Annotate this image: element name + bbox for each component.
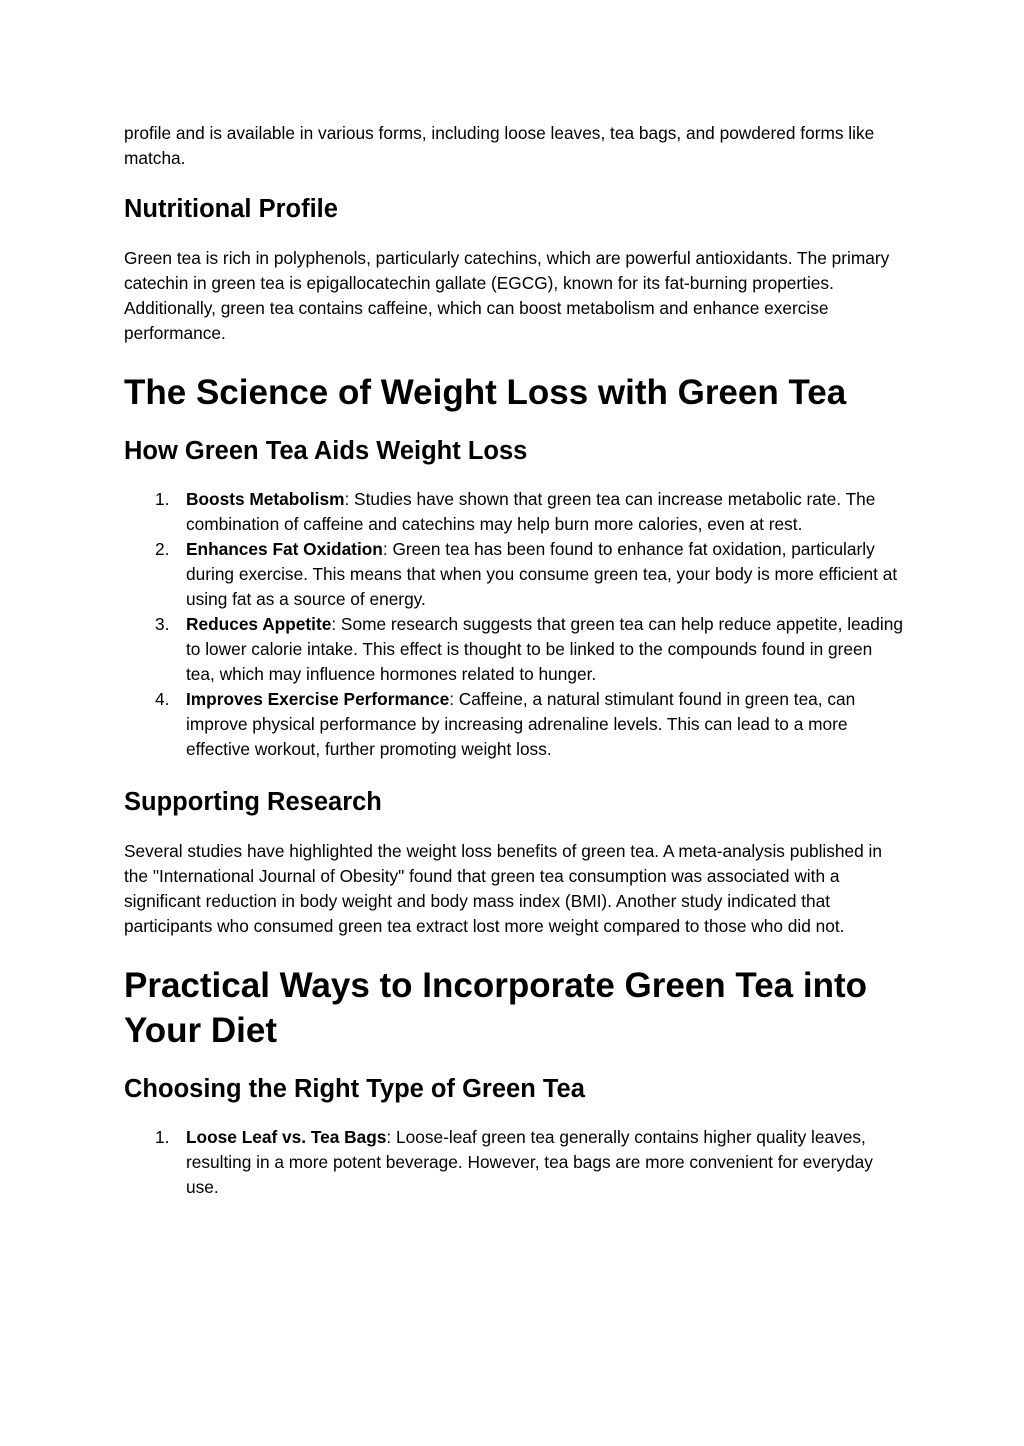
list-term: Boosts Metabolism xyxy=(186,489,345,509)
intro-paragraph: profile and is available in various forms, including loose leaves, tea bags, and powdered forms like matcha. xyxy=(124,123,875,168)
list-description: : Studies have shown that green tea can increase metabolic rate. The combination of caffeine and catechins may help burn more calories, even at rest. xyxy=(186,489,876,534)
list-item xyxy=(124,487,904,537)
choosing-type-heading: Choosing the Right Type of Green Tea xyxy=(124,1075,585,1103)
list-item xyxy=(124,687,904,762)
list-number: 4. xyxy=(155,689,170,709)
list-item xyxy=(124,1125,904,1200)
nutritional-profile-heading: Nutritional Profile xyxy=(124,195,338,223)
list-item xyxy=(124,537,904,612)
list-description: : Loose-leaf green tea generally contains higher quality leaves, resulting in a more potent beverage. However, tea bags are more convenient for everyday use. xyxy=(186,1127,873,1197)
supporting-research-paragraph: Several studies have highlighted the weight loss benefits of green tea. A meta-analysis published in the "International Journal of Obesity" found that green tea consumption was associated with a significant reduction in body weight and body mass index (BMI). Another study indicated that participants who consumed green tea extract lost more weight compared to those who did not. xyxy=(124,841,882,936)
list-term: Enhances Fat Oxidation xyxy=(186,539,383,559)
aids-list xyxy=(124,487,904,762)
list-number: 1. xyxy=(155,489,170,509)
choosing-list xyxy=(124,1125,904,1200)
list-description: : Green tea has been found to enhance fat oxidation, particularly during exercise. This means that when you consume green tea, your body is more efficient at using fat as a source of energy. xyxy=(186,539,898,609)
list-description: : Some research suggests that green tea can help reduce appetite, leading to lower calorie intake. This effect is thought to be linked to the compounds found in green tea, which may influence hormones related to hunger. xyxy=(186,614,903,684)
list-item xyxy=(124,612,904,687)
nutritional-profile-paragraph: Green tea is rich in polyphenols, particularly catechins, which are powerful antioxidants. The primary catechin in green tea is epigallocatechin gallate (EGCG), known for its fat-burning properties. Additionally, green tea contains caffeine, which can boost metabolism and enhance exercise performance. xyxy=(124,248,890,343)
list-term: Improves Exercise Performance xyxy=(186,689,450,709)
list-number: 3. xyxy=(155,614,170,634)
list-number: 2. xyxy=(155,539,170,559)
list-term: Reduces Appetite xyxy=(186,614,332,634)
how-green-tea-aids-heading: How Green Tea Aids Weight Loss xyxy=(124,437,528,465)
document-page xyxy=(124,121,904,1200)
list-number: 1. xyxy=(155,1127,170,1147)
science-section-title: The Science of Weight Loss with Green Tea xyxy=(124,373,847,412)
list-term: Loose Leaf vs. Tea Bags xyxy=(186,1127,387,1147)
practical-section-title: Practical Ways to Incorporate Green Tea into Your Diet xyxy=(124,966,867,1050)
supporting-research-heading: Supporting Research xyxy=(124,788,382,816)
list-description: : Caffeine, a natural stimulant found in green tea, can improve physical performance by increasing adrenaline levels. This can lead to a more effective workout, further promoting weight loss. xyxy=(186,689,856,759)
